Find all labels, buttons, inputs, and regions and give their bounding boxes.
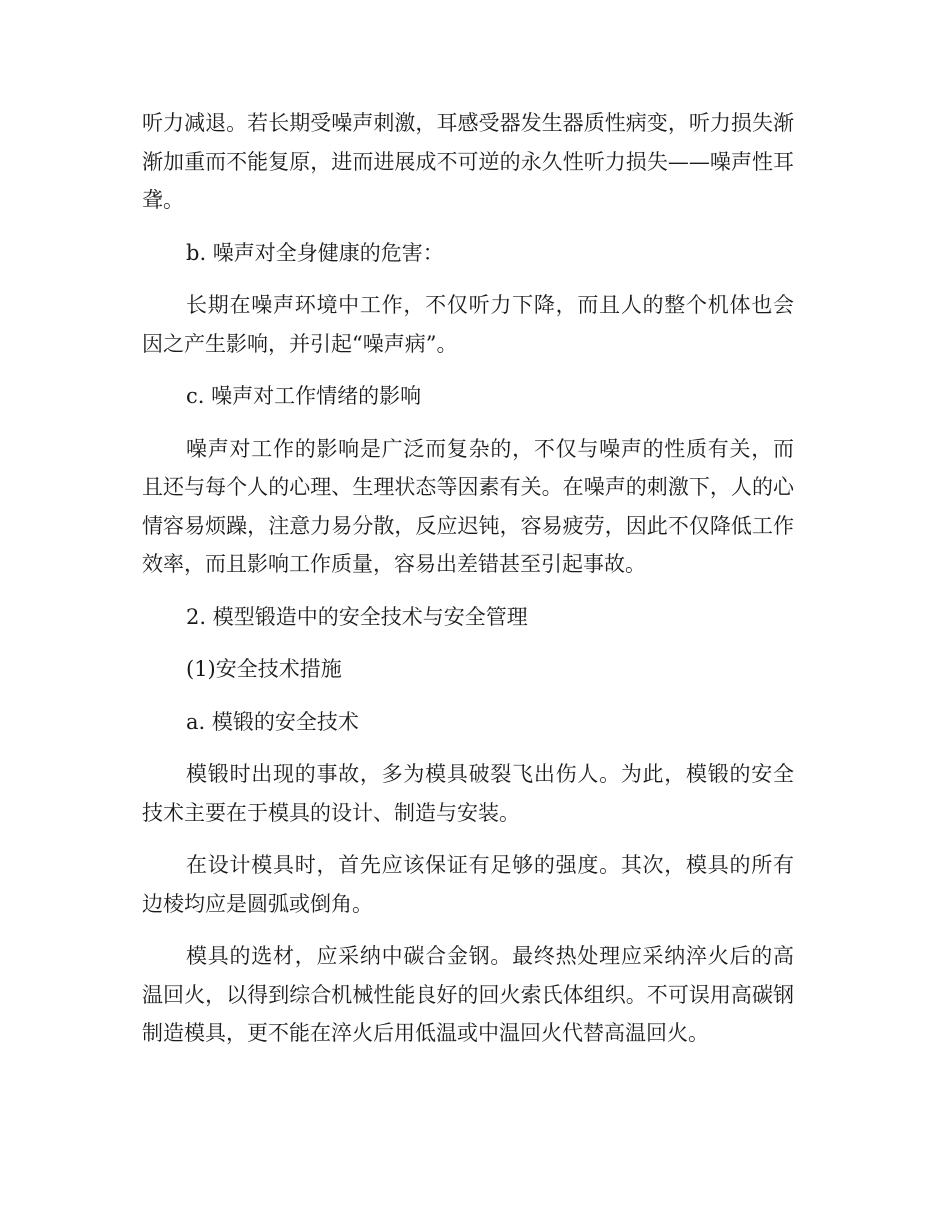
document-body bbox=[142, 104, 794, 1067]
paragraph-hearing-loss: 听力减退。若长期受噪声刺激，耳感受器发生器质性病变，听力损失渐渐加重而不能复原，进而进展成不可逆的永久性听力损失——噪声性耳聋。 bbox=[142, 111, 794, 212]
section-heading-die-forging-safety: 2. 模型锻造中的安全技术与安全管理 bbox=[186, 604, 528, 629]
paragraph-die-accidents: 模锻时出现的事故，多为模具破裂飞出伤人。为此，模锻的安全技术主要在于模具的设计、制造与安装。 bbox=[142, 762, 794, 825]
paragraph-die-design: 在设计模具时，首先应该保证有足够的强度。其次，模具的所有边棱均应是圆弧或倒角。 bbox=[142, 853, 794, 916]
heading-work-mood: c. 噪声对工作情绪的影响 bbox=[186, 384, 422, 408]
paragraph-health-hazard: 长期在噪声环境中工作，不仅听力下降，而且人的整个机体也会因之产生影响，并引起“噪声病”。 bbox=[142, 293, 794, 356]
subsection-heading-safety-measures: (1)安全技术措施 bbox=[186, 657, 342, 681]
heading-die-forging-technique: a. 模锻的安全技术 bbox=[186, 709, 359, 734]
paragraph-work-mood: 噪声对工作的影响是广泛而复杂的，不仅与噪声的性质有关，而且还与每个人的心理、生理状态等因素有关。在噪声的刺激下，人的心情容易烦躁，注意力易分散，反应迟钝，容易疲劳，因此不仅降低工作效率，而且影响工作质量，容易出差错甚至引起事故。 bbox=[142, 436, 794, 576]
heading-health-hazard: b. 噪声对全身健康的危害： bbox=[186, 240, 444, 265]
paragraph-die-material: 模具的选材，应采纳中碳合金钢。最终热处理应采纳淬火后的高温回火，以得到综合机械性能良好的回火索氏体组织。不可误用高碳钢制造模具，更不能在淬火后用低温或中温回火代替高温回火。 bbox=[142, 944, 794, 1045]
